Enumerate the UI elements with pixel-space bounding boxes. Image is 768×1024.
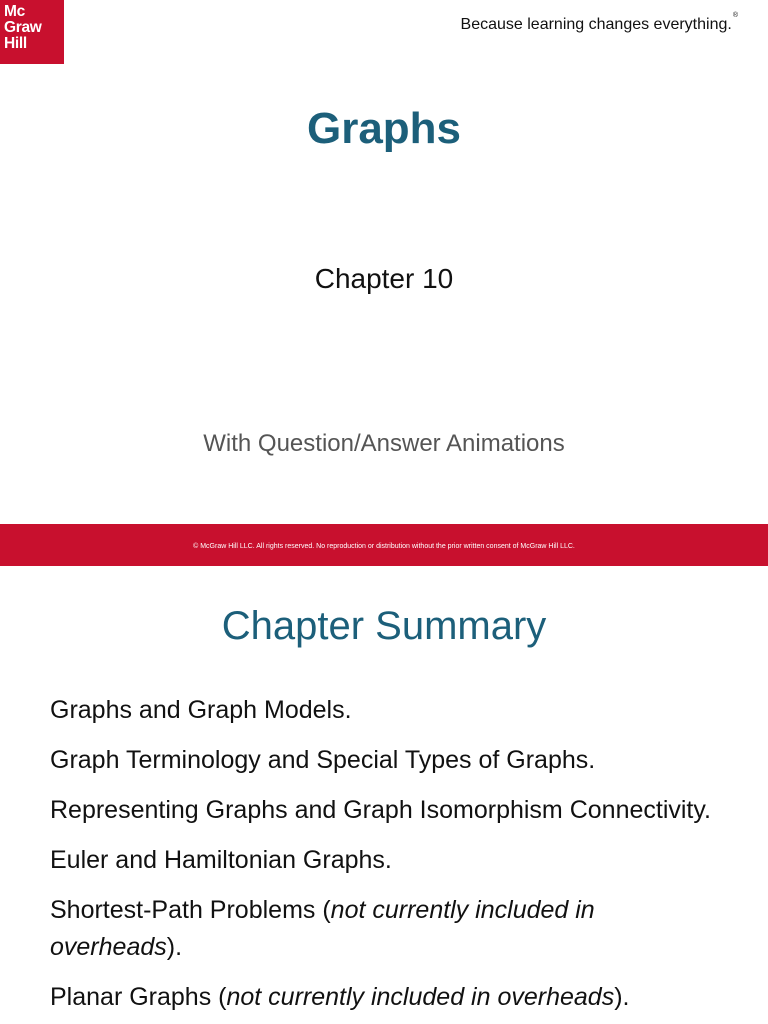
list-item: [50, 742, 730, 779]
mcgraw-hill-logo: [0, 0, 64, 64]
chapter-label: Chapter 10: [314, 263, 454, 294]
list-item-text: ).: [166, 933, 183, 961]
list-item: [50, 892, 730, 966]
tagline: [460, 12, 738, 34]
list-item: [50, 842, 730, 879]
list-item-text: Shortest-Path Problems (: [50, 896, 331, 924]
slide-subtitle: With Question/Answer Animations: [203, 430, 565, 457]
tagline-text: Because learning changes everything.: [460, 16, 732, 33]
list-item-text: Euler and Hamiltonian Graphs.: [50, 846, 392, 874]
list-item-emphasis: not currently included in overheads: [50, 896, 595, 961]
registered-mark: ®: [732, 12, 738, 19]
summary-slide: [0, 566, 768, 1024]
list-item-text: Representing Graphs and Graph Isomorphism Connectivity.: [50, 796, 711, 824]
summary-title: Chapter Summary: [221, 604, 547, 648]
logo-line-3: Hill: [4, 35, 27, 52]
list-item-emphasis: not currently included in overheads: [226, 983, 615, 1011]
summary-list: [50, 692, 730, 1024]
list-item-text: Graphs and Graph Models.: [50, 696, 352, 724]
list-item: [50, 692, 730, 729]
list-item-text: Graph Terminology and Special Types of Graphs.: [50, 746, 596, 774]
list-item: [50, 979, 730, 1016]
logo-line-2: Graw: [4, 19, 42, 36]
list-item: [50, 792, 730, 829]
list-item-text: ).: [614, 983, 630, 1011]
logo-line-1: Mc: [4, 3, 25, 20]
list-item-text: Planar Graphs (: [50, 983, 227, 1011]
slide-title: Graphs: [306, 104, 462, 153]
copyright-footer: © McGraw Hill LLC. All rights reserved. No reproduction or distribution without the prior written consent of McGraw Hill LLC.: [0, 524, 768, 566]
